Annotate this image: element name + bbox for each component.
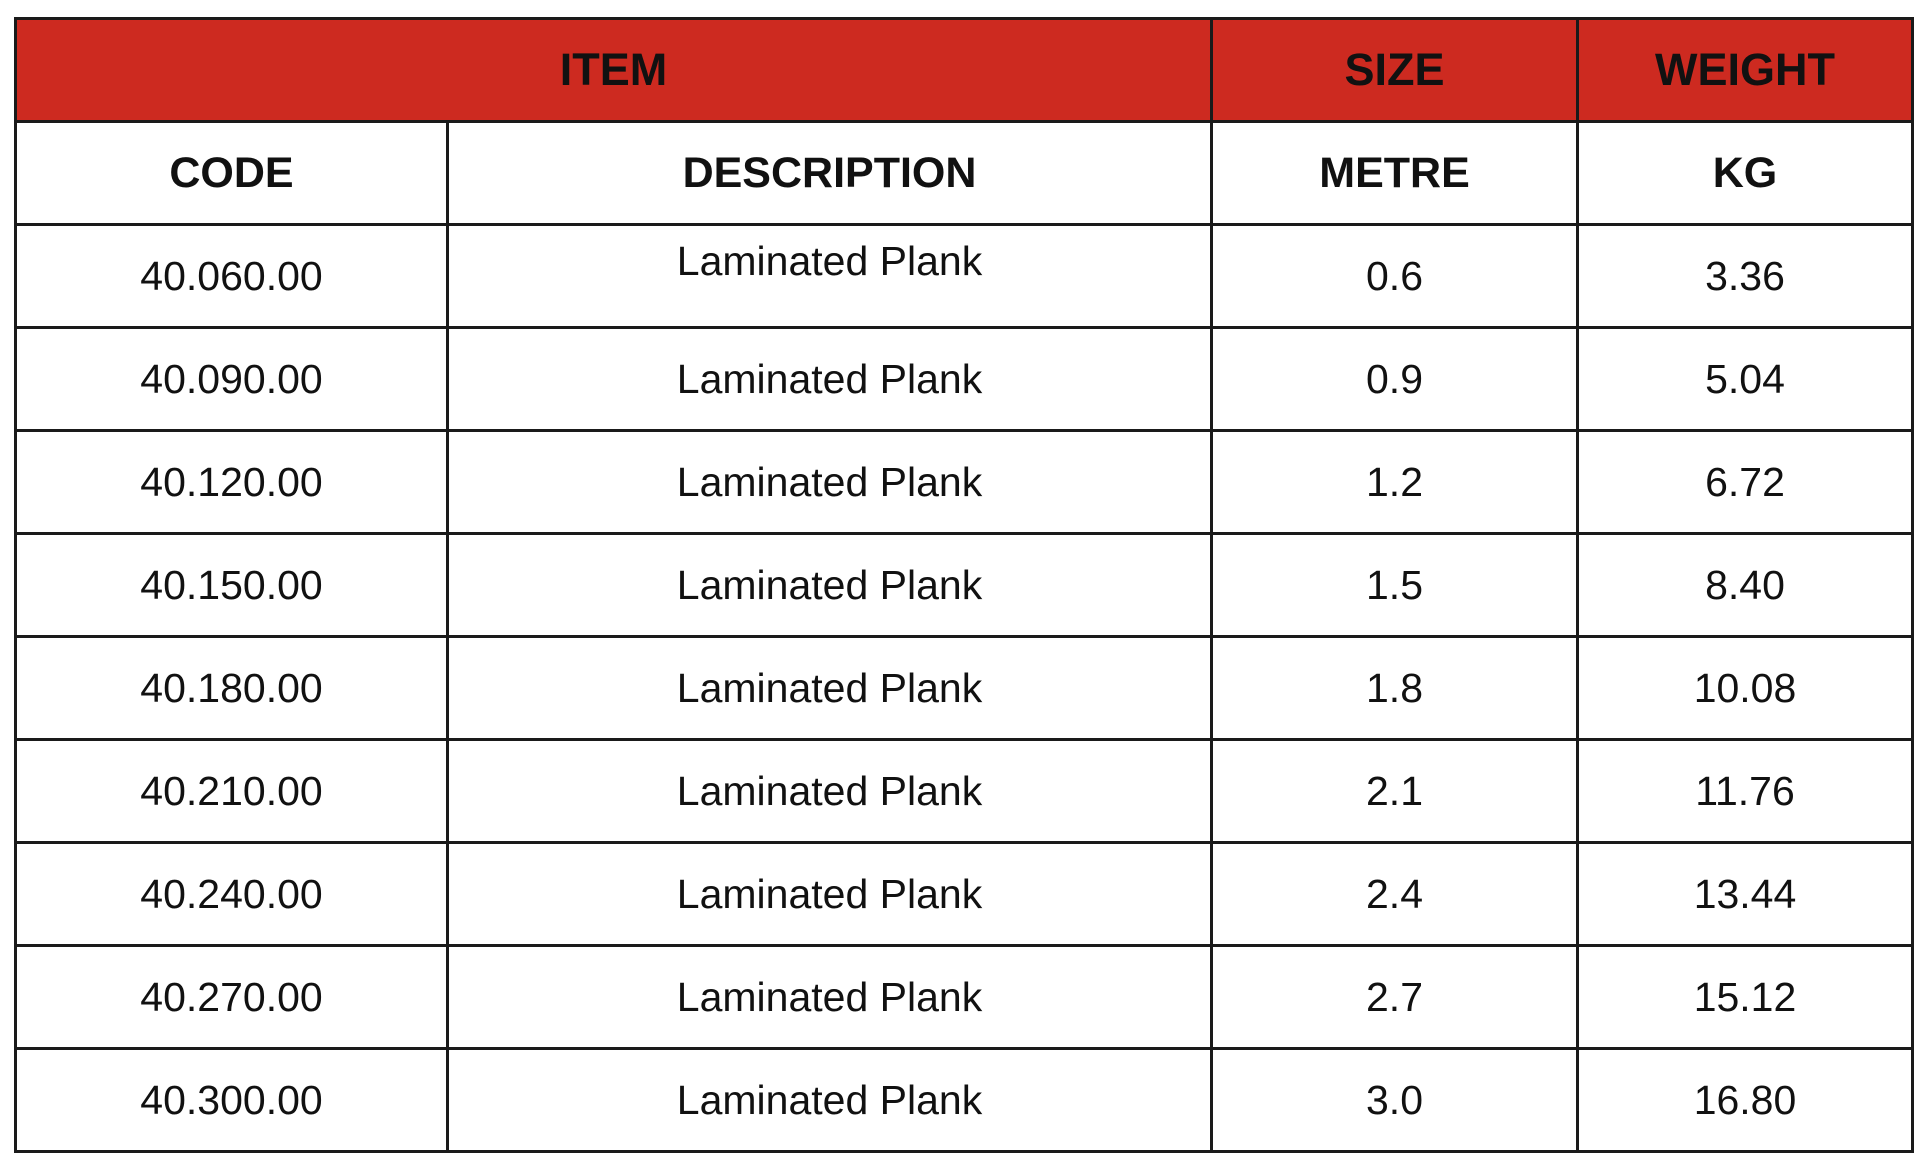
size-cell: 1.2 — [1212, 431, 1578, 534]
size-cell: 3.0 — [1212, 1049, 1578, 1152]
weight-cell: 11.76 — [1578, 740, 1913, 843]
table-row — [16, 843, 1913, 946]
subheader-row — [16, 122, 1913, 225]
weight-cell: 3.36 — [1578, 225, 1913, 328]
kg-header: KG — [1578, 122, 1913, 225]
table-row — [16, 740, 1913, 843]
size-cell: 0.9 — [1212, 328, 1578, 431]
group-header-row — [16, 19, 1913, 122]
size-cell: 1.8 — [1212, 637, 1578, 740]
size-cell: 2.7 — [1212, 946, 1578, 1049]
code-cell: 40.120.00 — [16, 431, 448, 534]
description-cell: Laminated Plank — [448, 740, 1212, 843]
description-cell: Laminated Plank — [448, 431, 1212, 534]
metre-header: METRE — [1212, 122, 1578, 225]
weight-cell: 8.40 — [1578, 534, 1913, 637]
code-header: CODE — [16, 122, 448, 225]
description-cell: Laminated Plank — [448, 534, 1212, 637]
description-header: DESCRIPTION — [448, 122, 1212, 225]
code-cell: 40.090.00 — [16, 328, 448, 431]
code-cell: 40.240.00 — [16, 843, 448, 946]
weight-cell: 10.08 — [1578, 637, 1913, 740]
table-row — [16, 328, 1913, 431]
weight-cell: 15.12 — [1578, 946, 1913, 1049]
weight-cell: 6.72 — [1578, 431, 1913, 534]
code-cell: 40.210.00 — [16, 740, 448, 843]
weight-header: WEIGHT — [1578, 19, 1913, 122]
description-cell: Laminated Plank — [448, 328, 1212, 431]
description-text: Laminated Plank — [676, 237, 983, 284]
size-cell: 1.5 — [1212, 534, 1578, 637]
code-cell: 40.150.00 — [16, 534, 448, 637]
size-header: SIZE — [1212, 19, 1578, 122]
weight-cell: 13.44 — [1578, 843, 1913, 946]
description-cell: Laminated Plank — [448, 843, 1212, 946]
weight-cell: 5.04 — [1578, 328, 1913, 431]
description-cell — [448, 225, 1212, 328]
description-cell: Laminated Plank — [448, 637, 1212, 740]
table-row — [16, 637, 1913, 740]
table-row — [16, 431, 1913, 534]
table-row — [16, 946, 1913, 1049]
product-spec-table — [14, 17, 1914, 1153]
code-cell: 40.270.00 — [16, 946, 448, 1049]
weight-cell: 16.80 — [1578, 1049, 1913, 1152]
table-row — [16, 225, 1913, 328]
table-row — [16, 534, 1913, 637]
size-cell: 2.4 — [1212, 843, 1578, 946]
description-cell: Laminated Plank — [448, 946, 1212, 1049]
size-cell: 2.1 — [1212, 740, 1578, 843]
code-cell: 40.060.00 — [16, 225, 448, 328]
size-cell: 0.6 — [1212, 225, 1578, 328]
code-cell: 40.300.00 — [16, 1049, 448, 1152]
item-header: ITEM — [16, 19, 1212, 122]
code-cell: 40.180.00 — [16, 637, 448, 740]
table-row — [16, 1049, 1913, 1152]
description-cell: Laminated Plank — [448, 1049, 1212, 1152]
